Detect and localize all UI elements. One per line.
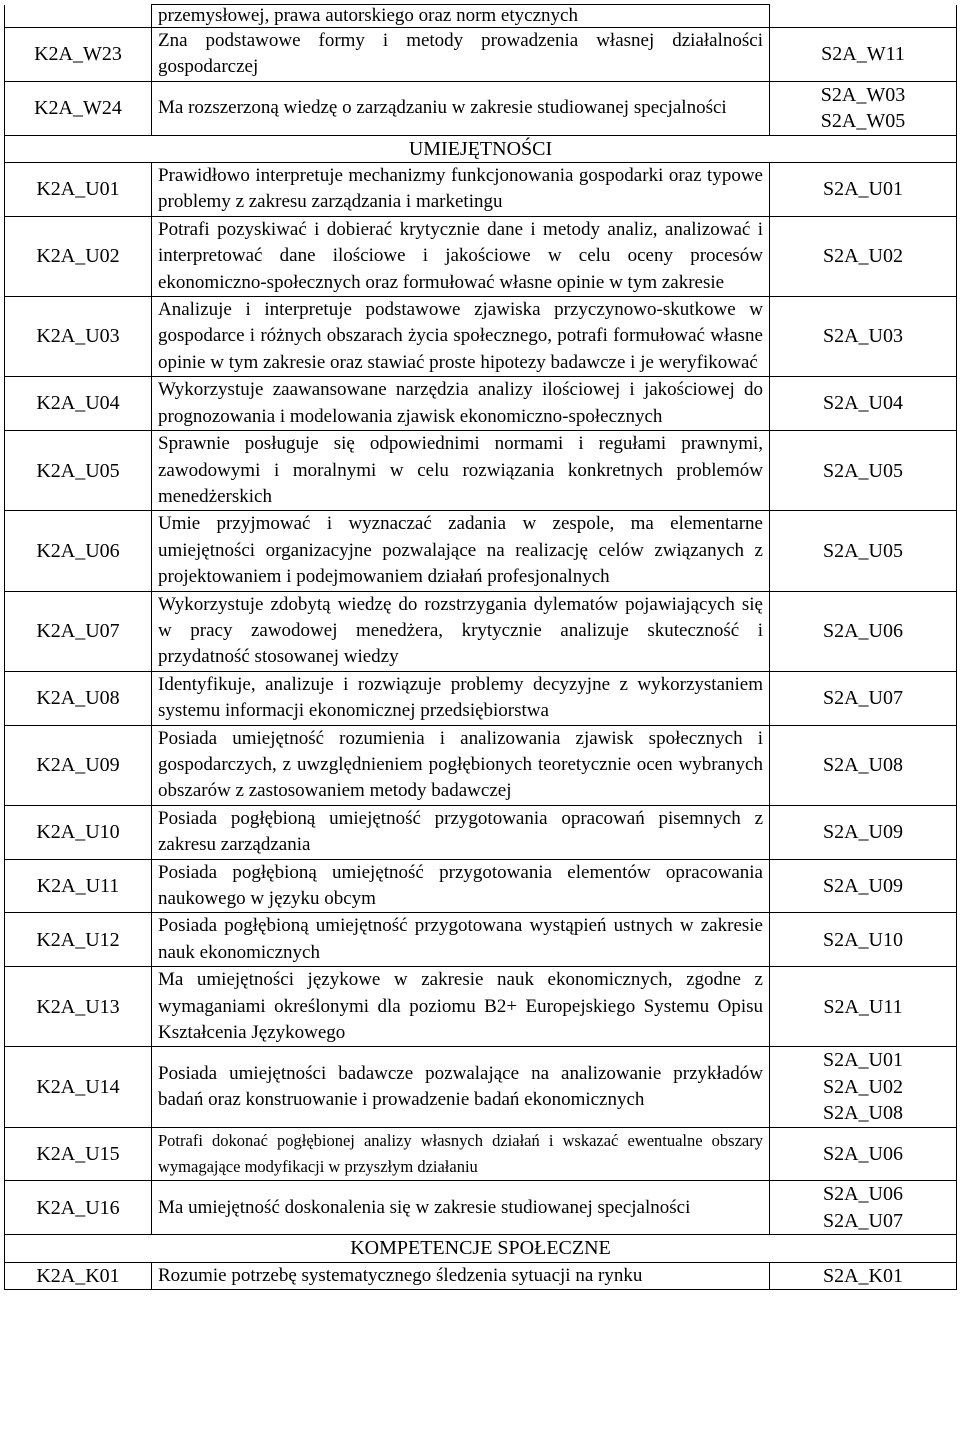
reference-codes xyxy=(770,859,957,913)
reference-code: S2A_U06 xyxy=(822,619,903,642)
reference-codes xyxy=(770,805,957,859)
section-row-skills xyxy=(5,135,957,162)
table-row xyxy=(5,591,957,671)
table-body xyxy=(5,5,957,1290)
reference-code: S2A_U11 xyxy=(823,995,903,1018)
outcome-code: K2A_U04 xyxy=(5,377,152,431)
reference-code: S2A_U02 xyxy=(822,1075,903,1098)
reference-codes xyxy=(770,511,957,591)
outcome-description: Wykorzystuje zaawansowane narzędzia analizy ilościowej i jakościowej do prognozowania i modelowania zjawisk ekonomiczno-społecznych xyxy=(152,377,770,431)
outcome-description: Identyfikuje, analizuje i rozwiązuje problemy decyzyjne z wykorzystaniem systemu informacji ekonomicznej przedsiębiorstwa xyxy=(152,671,770,725)
table-row xyxy=(5,216,957,296)
outcome-code: K2A_U08 xyxy=(5,671,152,725)
reference-codes xyxy=(770,377,957,431)
table-row xyxy=(5,163,957,217)
table-row xyxy=(5,1181,957,1235)
reference-codes xyxy=(770,591,957,671)
reference-code: S2A_U09 xyxy=(822,820,903,843)
table-row xyxy=(5,725,957,805)
reference-codes xyxy=(770,671,957,725)
reference-code: S2A_U06 xyxy=(822,1183,903,1206)
outcome-code: K2A_U11 xyxy=(5,859,152,913)
outcome-description: Ma umiejętność doskonalenia się w zakresie studiowanej specjalności xyxy=(152,1181,770,1235)
table-row xyxy=(5,431,957,511)
outcome-code: K2A_W24 xyxy=(5,81,152,135)
outcome-code: K2A_U13 xyxy=(5,967,152,1047)
reference-code: S2A_K01 xyxy=(822,1264,903,1287)
reference-code: S2A_U04 xyxy=(822,392,903,415)
reference-code: S2A_U07 xyxy=(822,1209,903,1232)
outcome-code: K2A_U16 xyxy=(5,1181,152,1235)
outcome-description: Posiada pogłębioną umiejętność przygotowania opracowań pisemnych z zakresu zarządzania xyxy=(152,805,770,859)
reference-code: S2A_U02 xyxy=(822,245,903,268)
outcome-code: K2A_U10 xyxy=(5,805,152,859)
section-heading: KOMPETENCJE SPOŁECZNE xyxy=(5,1235,957,1262)
reference-codes xyxy=(770,725,957,805)
outcome-description: Prawidłowo interpretuje mechanizmy funkcjonowania gospodarki oraz typowe problemy z zakresu zarządzania i marketingu xyxy=(152,163,770,217)
reference-codes xyxy=(770,967,957,1047)
reference-code: S2A_U08 xyxy=(822,753,903,776)
reference-code: S2A_W11 xyxy=(821,43,905,66)
outcome-description: Zna podstawowe formy i metody prowadzenia własnej działalności gospodarczej xyxy=(152,28,770,82)
reference-code: S2A_U10 xyxy=(822,928,903,951)
section-row-social xyxy=(5,1235,957,1262)
table-row xyxy=(5,297,957,377)
table-row xyxy=(5,1047,957,1127)
table-row xyxy=(5,805,957,859)
table-row xyxy=(5,28,957,82)
table-row xyxy=(5,377,957,431)
reference-code: S2A_U03 xyxy=(822,325,903,348)
table-row xyxy=(5,671,957,725)
reference-codes xyxy=(770,5,957,28)
reference-code: S2A_U05 xyxy=(822,539,903,562)
reference-codes xyxy=(770,297,957,377)
outcome-description: Rozumie potrzebę systematycznego śledzenia sytuacji na rynku xyxy=(152,1262,770,1289)
outcome-description: Ma umiejętności językowe w zakresie nauk ekonomicznych, zgodne z wymaganiami określonymi dla poziomu B2+ Europejskiego Systemu Opisu Kształcenia Językowego xyxy=(152,967,770,1047)
table-row xyxy=(5,1262,957,1289)
reference-codes xyxy=(770,1047,957,1127)
table-row xyxy=(5,5,957,28)
reference-code: S2A_U06 xyxy=(822,1142,903,1165)
outcome-code: K2A_U09 xyxy=(5,725,152,805)
section-heading: UMIEJĘTNOŚCI xyxy=(5,135,957,162)
outcome-code: K2A_U03 xyxy=(5,297,152,377)
table-row xyxy=(5,1127,957,1181)
reference-codes xyxy=(770,81,957,135)
reference-codes xyxy=(770,1127,957,1181)
reference-code: S2A_U09 xyxy=(822,874,903,897)
table-row xyxy=(5,511,957,591)
outcome-code: K2A_U01 xyxy=(5,163,152,217)
reference-codes xyxy=(770,431,957,511)
reference-codes xyxy=(770,1262,957,1289)
outcome-description: Posiada pogłębioną umiejętność przygotowania elementów opracowania naukowego w języku obcym xyxy=(152,859,770,913)
outcome-description: Analizuje i interpretuje podstawowe zjawiska przyczynowo-skutkowe w gospodarce i różnych obszarach życia społecznego, potrafi formułować własne opinie w tym zakresie oraz stawiać proste hipotezy badawcze i je weryfikować xyxy=(152,297,770,377)
outcome-description: przemysłowej, prawa autorskiego oraz norm etycznych xyxy=(152,5,770,28)
reference-code: S2A_U05 xyxy=(822,459,903,482)
reference-codes xyxy=(770,1181,957,1235)
reference-code: S2A_U01 xyxy=(822,178,903,201)
outcome-description: Potrafi pozyskiwać i dobierać krytycznie dane i metody analiz, analizować i interpretować dane ilościowe i jakościowe w celu oceny procesów ekonomiczno-społecznych oraz formułować własne opinie w tym zakresie xyxy=(152,216,770,296)
learning-outcomes-table xyxy=(4,4,957,1290)
outcome-code xyxy=(5,5,152,28)
reference-code: S2A_U08 xyxy=(822,1102,903,1125)
outcome-description: Potrafi dokonać pogłębionej analizy własnych działań i wskazać ewentualne obszary wymagające modyfikacji w przyszłym działaniu xyxy=(152,1127,770,1181)
outcome-description: Posiada umiejętności badawcze pozwalające na analizowanie przykładów badań oraz konstruowanie i prowadzenie badań ekonomicznych xyxy=(152,1047,770,1127)
outcome-code: K2A_U14 xyxy=(5,1047,152,1127)
outcome-code: K2A_K01 xyxy=(5,1262,152,1289)
reference-code: S2A_U01 xyxy=(822,1049,903,1072)
reference-code: S2A_W05 xyxy=(820,110,906,133)
reference-codes xyxy=(770,216,957,296)
outcome-code: K2A_U05 xyxy=(5,431,152,511)
table-row xyxy=(5,967,957,1047)
outcome-description: Wykorzystuje zdobytą wiedzę do rozstrzygania dylematów pojawiających się w pracy zawodowej menedżera, krytycznie analizuje skuteczność i przydatność stosowanej wiedzy xyxy=(152,591,770,671)
reference-code: S2A_W03 xyxy=(820,83,906,106)
outcome-description: Sprawnie posługuje się odpowiednimi normami i regułami prawnymi, zawodowymi i moralnymi w celu rozwiązania konkretnych problemów menedżerskich xyxy=(152,431,770,511)
outcome-code: K2A_U06 xyxy=(5,511,152,591)
table-row xyxy=(5,913,957,967)
outcome-code: K2A_U02 xyxy=(5,216,152,296)
table-row xyxy=(5,859,957,913)
reference-codes xyxy=(770,28,957,82)
outcome-description: Posiada umiejętność rozumienia i analizowania zjawisk społecznych i gospodarczych, z uwzględnieniem pogłębionych teoretycznie ocen wybranych obszarów z zastosowaniem metody badawczej xyxy=(152,725,770,805)
table-row xyxy=(5,81,957,135)
outcome-code: K2A_W23 xyxy=(5,28,152,82)
reference-code: S2A_U07 xyxy=(822,686,903,709)
reference-codes xyxy=(770,163,957,217)
reference-codes xyxy=(770,913,957,967)
outcome-code: K2A_U12 xyxy=(5,913,152,967)
outcome-description: Posiada pogłębioną umiejętność przygotowana wystąpień ustnych w zakresie nauk ekonomicznych xyxy=(152,913,770,967)
outcome-description: Umie przyjmować i wyznaczać zadania w zespole, ma elementarne umiejętności organizacyjne pozwalające na realizację celów związanych z projektowaniem i podejmowaniem działań profesjonalnych xyxy=(152,511,770,591)
outcome-code: K2A_U07 xyxy=(5,591,152,671)
outcome-description: Ma rozszerzoną wiedzę o zarządzaniu w zakresie studiowanej specjalności xyxy=(152,81,770,135)
outcome-code: K2A_U15 xyxy=(5,1127,152,1181)
